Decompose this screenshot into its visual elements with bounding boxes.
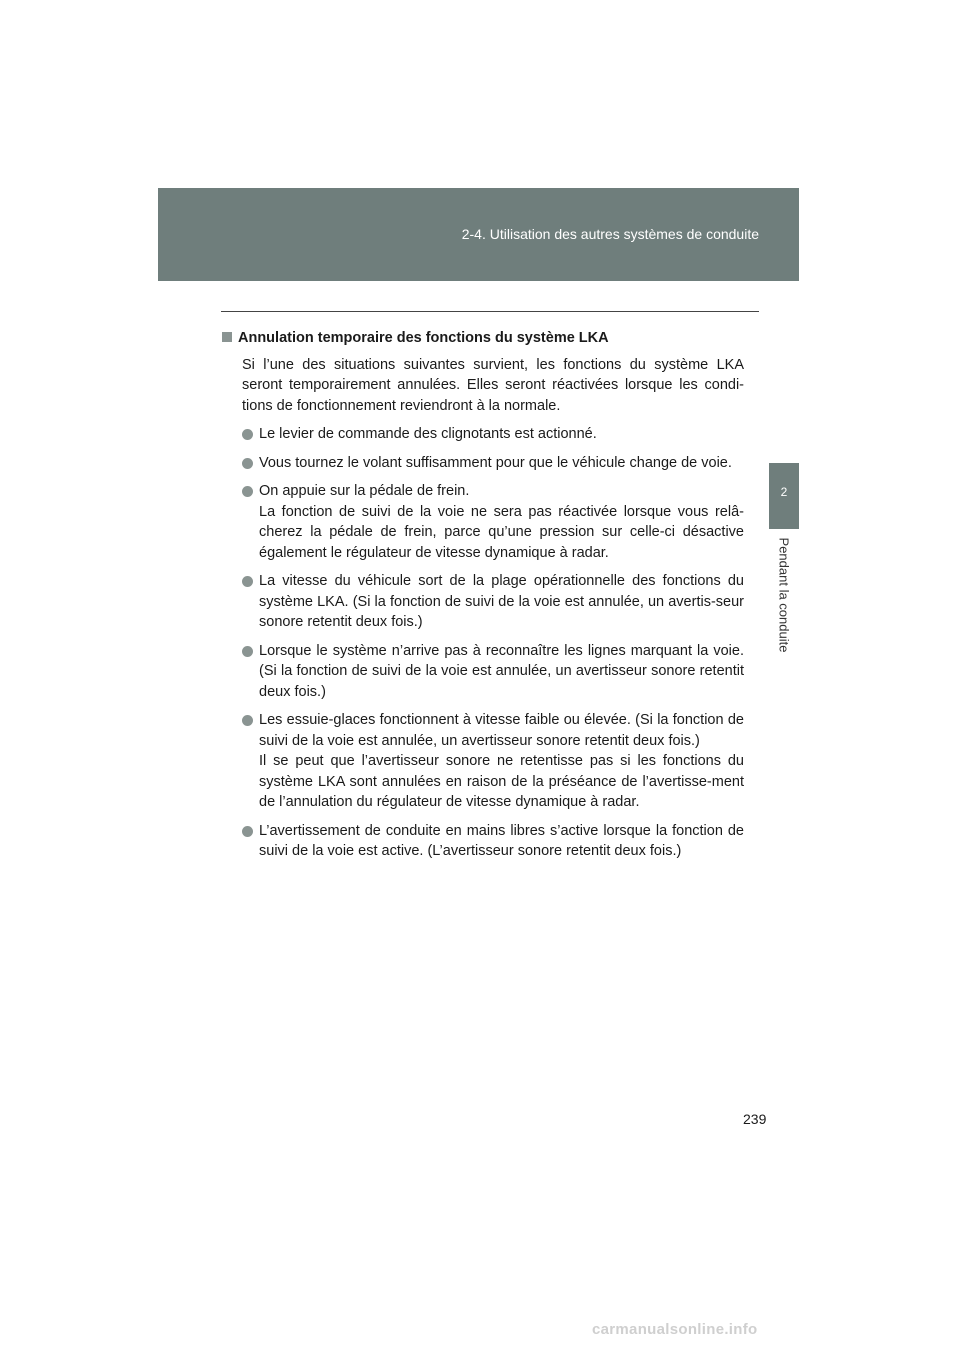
circle-bullet-icon (242, 576, 253, 587)
list-item (222, 641, 744, 703)
list-item-text: L’avertissement de conduite en mains libres s’active lorsque la fonction de suivi de la voie est active. (L’avertisseur sonore retentit deux fois.) (259, 822, 744, 859)
circle-bullet-icon (242, 458, 253, 469)
watermark: carmanualsonline.info (592, 1321, 758, 1338)
circle-bullet-icon (242, 486, 253, 497)
list-item-note: La fonction de suivi de la voie ne sera pas réactivée lorsque vous relâ-cherez la pédale de frein, parce qu’une pression sur celle-ci désactive également le régulateur de vitesse dynamique à radar. (259, 503, 744, 561)
circle-bullet-icon (242, 429, 253, 440)
list-item-note: Il se peut que l’avertisseur sonore ne retentisse pas si les fonctions du système LKA sont annulées en raison de la préséance de l’avertisse-ment de l’annulation du régulateur de vitesse dynamique à radar. (259, 753, 744, 810)
circle-bullet-icon (242, 646, 253, 657)
list-item-text: Vous tournez le volant suffisamment pour que le véhicule change de voie. (259, 454, 732, 471)
list-item (222, 571, 744, 633)
condition-list (222, 424, 744, 862)
list-item-text: Les essuie-glaces fonctionnent à vitesse faible ou élevée. (Si la fonction de suivi de la voie est annulée, un avertisseur sonore retentit deux fois.) (259, 712, 744, 749)
circle-bullet-icon (242, 826, 253, 837)
section-title: 2-4. Utilisation des autres systèmes de conduite (461, 226, 759, 242)
list-item (222, 453, 744, 474)
list-item-text: On appuie sur la pédale de frein. (259, 483, 470, 499)
chapter-label: Pendant la conduite (776, 537, 792, 653)
square-bullet-icon (222, 332, 232, 342)
chapter-number: 2 (780, 485, 788, 499)
list-item (222, 821, 744, 862)
header-band (158, 188, 799, 281)
list-item (222, 424, 744, 445)
list-item (222, 710, 744, 813)
section-divider (221, 311, 759, 312)
section-heading-text: Annulation temporaire des fonctions du système LKA (238, 330, 609, 346)
section-heading (222, 328, 744, 349)
chapter-tab (769, 463, 799, 529)
circle-bullet-icon (242, 715, 253, 726)
list-item (222, 481, 744, 563)
list-item-text: La vitesse du véhicule sort de la plage opérationnelle des fonctions du système LKA. (Si la fonction de suivi de la voie est annulée, un avertis-seur sonore retentit deux fois.) (259, 573, 744, 630)
intro-paragraph: Si l’une des situations suivantes survient, les fonctions du système LKA seront temporairement annulées. Elles seront réactivées lorsque les condi-tions de fonctionnement reviendront à la normale. (242, 356, 744, 414)
page-number: 239 (743, 1111, 767, 1127)
list-item-text: Lorsque le système n’arrive pas à reconnaître les lignes marquant la voie. (Si la fonction de suivi de la voie est annulée, un avertisseur sonore retentit deux fois.) (259, 642, 744, 700)
main-content (222, 328, 744, 870)
list-item-text: Le levier de commande des clignotants est actionné. (259, 426, 597, 442)
